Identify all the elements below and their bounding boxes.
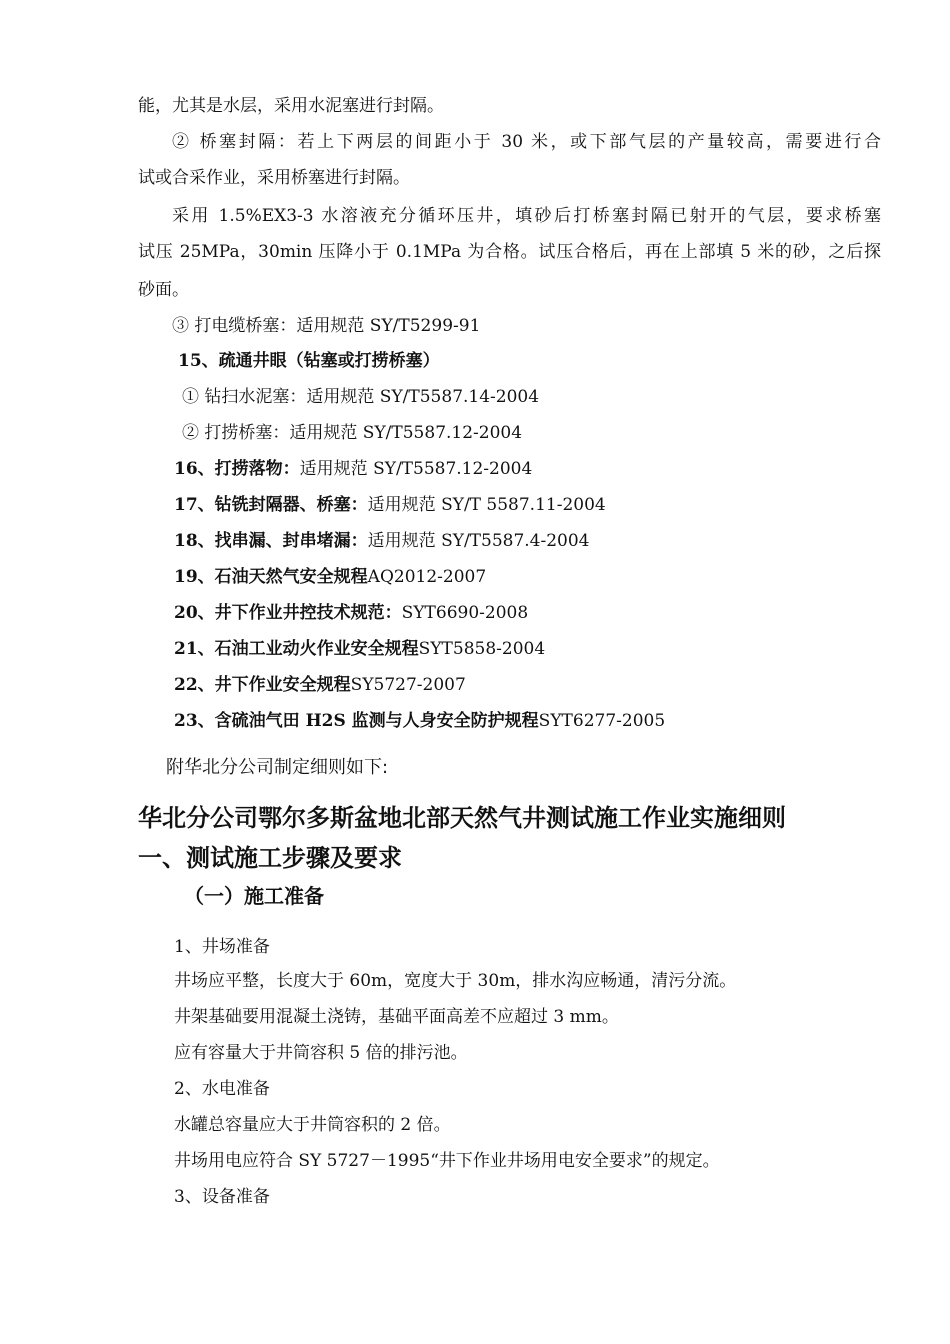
standard-item [174,565,486,589]
standard-item [174,493,606,517]
paragraph-line: 1、井场准备 [174,937,270,957]
paragraph-line: 井场用电应符合 SY 5727－1995“井下作业井场用电安全要求”的规定。 [174,1151,720,1171]
document-title: 华北分公司鄂尔多斯盆地北部天然气井测试施工作业实施细则 [138,803,786,832]
paragraph-line: 砂面。 [138,280,189,300]
paragraph-line: 3、设备准备 [174,1187,270,1207]
standard-item-title: 16、打捞落物： [174,459,300,479]
standard-item-title: 19、石油天然气安全规程 [174,567,368,587]
standard-item [174,673,466,697]
standard-item [174,637,545,661]
appendix-note: 附华北分公司制定细则如下: [166,757,389,778]
paragraph-line: ② 桥塞封隔：若上下两层的间距小于 30 米，或下部气层的产量较高，需要进行合 [172,132,881,152]
standard-item-title: 18、找串漏、封串堵漏： [174,531,368,551]
standard-item-code: SYT5858-2004 [418,639,546,659]
standard-item-title: 17、钻铣封隔器、桥塞： [174,495,368,515]
standard-item-title: 20、井下作业井控技术规范： [174,603,402,623]
standard-item-code: 适用规范 SY/T5587.4-2004 [367,531,590,551]
subsection-title: （一）施工准备 [184,884,324,908]
section-title: 一、测试施工步骤及要求 [138,843,402,872]
standard-item-code: 适用规范 SY/T 5587.11-2004 [367,495,606,515]
standard-item [174,709,665,733]
paragraph-line: 试压 25MPa，30min 压降小于 0.1MPa 为合格。试压合格后，再在上部填 5 米的砂，之后探 [138,242,881,262]
paragraph-line: ③ 打电缆桥塞：适用规范 SY/T5299-91 [172,316,481,336]
standard-item-title: 22、井下作业安全规程 [174,675,351,695]
paragraph-line: 水罐总容量应大于井筒容积的 2 倍。 [174,1115,451,1135]
standard-item-code: SY5727-2007 [350,675,466,695]
standard-item [174,457,532,481]
paragraph-line: 井架基础要用混凝土浇铸，基础平面高差不应超过 3 mm。 [174,1007,619,1027]
paragraph-line: ① 钻扫水泥塞：适用规范 SY/T5587.14-2004 [182,387,540,407]
standard-item-code: 适用规范 SY/T5587.12-2004 [299,459,533,479]
standard-item-code: SYT6690-2008 [401,603,529,623]
standard-item-code: AQ2012-2007 [367,567,487,587]
item-heading: 15、疏通井眼（钻塞或打捞桥塞） [178,351,440,371]
paragraph-line: 应有容量大于井筒容积 5 倍的排污池。 [174,1043,468,1063]
paragraph-line: 采用 1.5%EX3-3 水溶液充分循环压井，填砂后打桥塞封隔已射开的气层，要求桥塞 [172,206,881,226]
standard-item [174,529,590,553]
standard-item-title: 23、含硫油气田 H2S 监测与人身安全防护规程 [174,711,539,731]
paragraph-line: 井场应平整，长度大于 60m，宽度大于 30m，排水沟应畅通，清污分流。 [174,971,737,991]
paragraph-line: 2、水电准备 [174,1079,270,1099]
paragraph-line: 能，尤其是水层，采用水泥塞进行封隔。 [138,96,444,116]
paragraph-line: 试或合采作业，采用桥塞进行封隔。 [138,168,410,188]
standard-item-title: 21、石油工业动火作业安全规程 [174,639,419,659]
standard-item [174,601,528,625]
standard-item-code: SYT6277-2005 [538,711,666,731]
paragraph-line: ② 打捞桥塞：适用规范 SY/T5587.12-2004 [182,423,523,443]
